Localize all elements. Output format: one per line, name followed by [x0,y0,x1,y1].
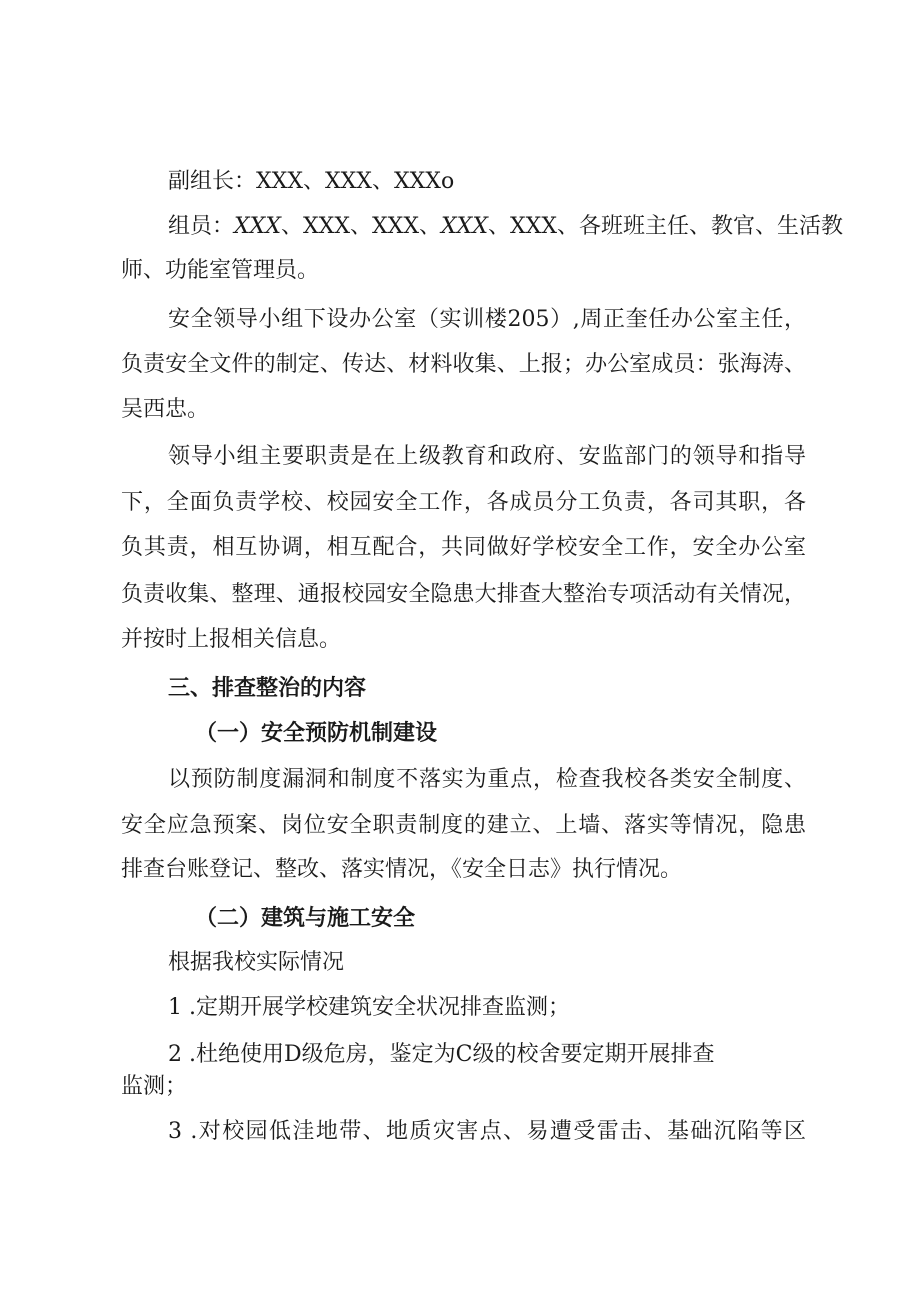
duty-line-5: 并按时上报相关信息。 [121,627,342,652]
members-name-italic-2: XXX [441,214,488,239]
list-item-3: 3 .对校园低洼地带、地质灾害点、易遭受雷击、基础沉陷等区 [168,1119,806,1144]
section-heading-3: 三、排查整治的内容 [168,675,367,701]
office-line-1: 安全领导小组下设办公室（实训楼205）,周正奎任办公室主任， [168,307,806,332]
duty-line-1: 领导小组主要职责是在上级教育和政府、安监部门的领导和指导 [168,444,806,469]
members-names: 、XXX、XXX、 [281,214,441,239]
members-label: 组员： [168,214,235,239]
basis-line: 根据我校实际情况 [168,950,345,975]
prevention-line-2: 安全应急预案、岗位安全职责制度的建立、上墙、落实等情况，隐患 [121,813,806,838]
prevention-line-3: 排查台账登记、整改、落实情况，《安全日志》执行情况。 [121,857,683,882]
office-line-3: 吴西忠。 [121,397,210,422]
list-item-2-cont: 监测； [121,1074,188,1099]
subsection-heading-2: （二）建筑与施工安全 [195,905,416,931]
subsection-heading-1: （一）安全预防机制建设 [195,720,438,746]
members-line [168,212,843,242]
members-rest: 、XXX、各班班主任、教官、生活教 [488,214,843,239]
list-item-1: 1 .定期开展学校建筑安全状况排查监测； [168,995,570,1020]
vice-leader-line: 副组长：XXX、XXX、XXXo [168,169,455,194]
list-item-2: 2 .杜绝使用D级危房，鉴定为C级的校舍要定期开展排查 [168,1042,715,1067]
office-line-2: 负责安全文件的制定、传达、材料收集、上报；办公室成员：张海涛、 [121,352,806,377]
members-name-italic-1: XXX [234,214,282,239]
prevention-line-1: 以预防制度漏洞和制度不落实为重点，检查我校各类安全制度、 [168,767,806,792]
duty-line-2: 下，全面负责学校、校园安全工作，各成员分工负责，各司其职，各 [121,490,806,515]
duty-line-4: 负责收集、整理、通报校园安全隐患大排查大整治专项活动有关情况， [121,582,806,607]
duty-line-3: 负其责，相互协调，相互配合，共同做好学校安全工作，安全办公室 [121,535,806,560]
members-cont-line: 师、功能室管理员。 [121,258,320,283]
